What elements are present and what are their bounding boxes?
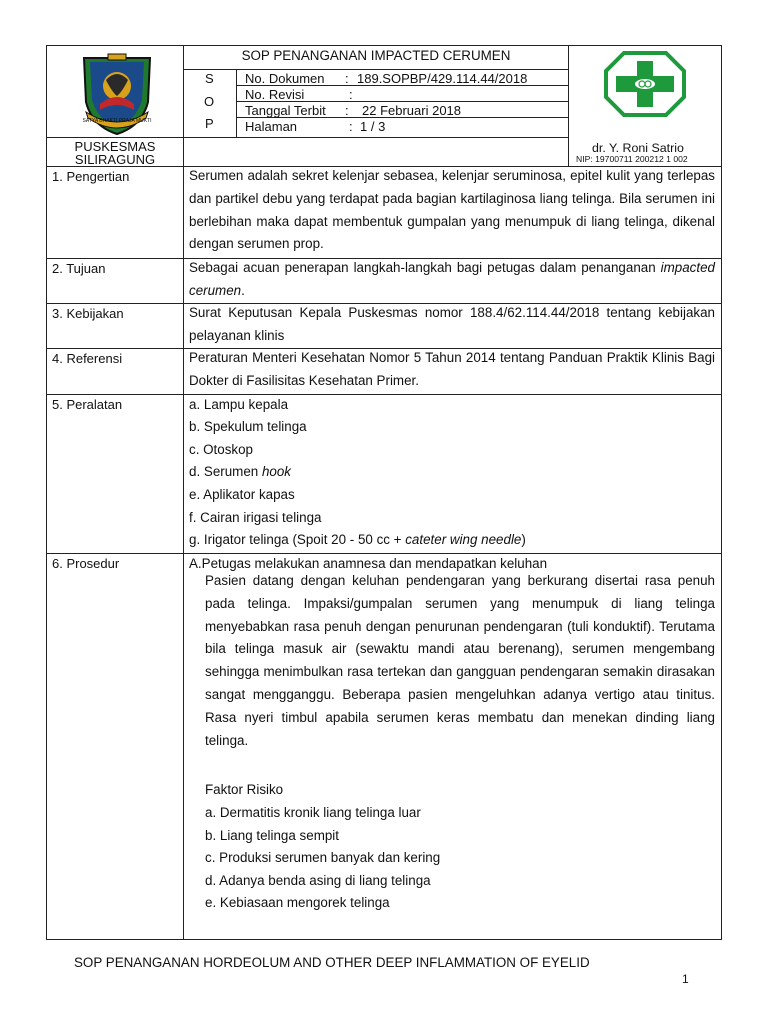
peralatan-item-g-text: g. Irigator telinga (Spoit 20 - 50 cc + — [189, 532, 406, 547]
sop-letter-divider — [236, 69, 237, 137]
tujuan-paragraph — [189, 257, 715, 303]
signer-name: dr. Y. Roni Satrio — [592, 141, 684, 155]
footer-title: SOP PENANGANAN HORDEOLUM AND OTHER DEEP INFLAMMATION OF EYELID — [74, 955, 590, 970]
section-label-kebijakan: 3. Kebijakan — [52, 306, 124, 321]
prosedur-paragraph-block — [205, 570, 715, 752]
row-divider-prosedur — [46, 553, 722, 554]
pengertian-paragraph: Serumen adalah sekret kelenjar sebasea, kelenjar seruminosa, epitel kulit yang terlepas dan partikel debu yang terdapat pada bagian kartilaginosa liang telinga. Bila serumen ini berlebihan maka dapat membentuk gumpalan yang menumpuk di liang telinga, dikenal dengan serumen prop. — [189, 168, 715, 252]
doc-number-value: 189.SOPBP/429.114.44/2018 — [357, 71, 528, 86]
signer-nip: NIP: 19700711 200212 1 002 — [576, 154, 688, 164]
peralatan-item-e: e. Aplikator kapas — [189, 487, 295, 502]
title-row-line — [183, 69, 569, 70]
sop-letter-p: P — [205, 116, 214, 131]
faktor-risiko-item: c. Produksi serumen banyak dan kering — [205, 850, 441, 865]
tujuan-end: . — [241, 282, 245, 298]
peralatan-item-d — [189, 464, 291, 479]
sop-letter-s: S — [205, 71, 214, 86]
section-label-prosedur: 6. Prosedur — [52, 556, 120, 571]
page-sep: : — [349, 119, 353, 134]
doc-number-label: No. Dokumen — [245, 71, 325, 86]
kebijakan-paragraph: Surat Keputusan Kepala Puskesmas nomor 188.4/62.114.44/2018 tentang kebijakan pelayanan klinis — [189, 305, 715, 343]
section-label-tujuan: 2. Tujuan — [52, 261, 106, 276]
tujuan-text: Sebagai acuan penerapan langkah-langkah bagi petugas dalam penanganan — [189, 260, 661, 275]
issue-date-sep: : — [345, 103, 349, 118]
faktor-risiko-title: Faktor Risiko — [205, 782, 284, 797]
peralatan-item-b: b. Spekulum telinga — [189, 419, 307, 434]
peralatan-item-d-italic: hook — [261, 464, 291, 479]
page-number: 1 — [682, 972, 689, 986]
issue-date-label: Tanggal Terbit — [245, 103, 326, 118]
emblem-ribbon-text: SATYA BHAKTI PRAJA MUKTI — [82, 118, 152, 124]
org-name: PUSKESMAS — [74, 139, 156, 154]
logo-column-divider — [568, 45, 569, 166]
peralatan-item-f: f. Cairan irigasi telinga — [189, 510, 322, 525]
section-text-kebijakan — [189, 302, 715, 348]
faktor-risiko-item: a. Dermatitis kronik liang telinga luar — [205, 805, 421, 820]
faktor-risiko-item: e. Kebiasaan mengorek telinga — [205, 895, 390, 910]
revision-sep: : — [349, 87, 353, 102]
page-value: 1 / 3 — [360, 119, 386, 134]
peralatan-item-c: c. Otoskop — [189, 442, 254, 457]
page-label: Halaman — [245, 119, 298, 134]
sop-letter-o: O — [204, 94, 215, 109]
referensi-paragraph: Peraturan Menteri Kesehatan Nomor 5 Tahun 2014 tentang Panduan Praktik Klinis Bagi Dokter di Fasilisitas Kesehatan Primer. — [189, 350, 715, 388]
label-column-divider — [183, 45, 184, 940]
org-location: SILIRAGUNG — [74, 152, 156, 167]
prosedur-step-a: A.Petugas melakukan anamnesa dan mendapatkan keluhan — [189, 556, 548, 571]
peralatan-item-g-end: ) — [521, 532, 526, 547]
section-text-referensi — [189, 347, 715, 393]
issue-date-value: 22 Februari 2018 — [362, 103, 462, 118]
peralatan-item-g — [189, 532, 526, 547]
revision-label: No. Revisi — [245, 87, 305, 102]
section-label-pengertian: 1. Pengertian — [52, 169, 130, 184]
section-text-pengertian — [189, 165, 715, 256]
row-divider-peralatan — [46, 394, 722, 395]
kabupaten-emblem — [76, 52, 158, 136]
prosedur-paragraph: Pasien datang dengan keluhan pendengaran yang berkurang disertai rasa penuh pada telinga. Impaksi/gumpalan serumen yang menumpuk di liang telinga menyebabkan rasa penuh dengan penurunan pendengaran (tuli konduktif). Terutama bila telinga masuk air (sewaktu mandi atau berenang), serumen mengembang sehingga menimbulkan rasa tertekan dan gangguan pendengaran semakin dirasakan sangat mengganggu. Beberapa pasien mengeluhkan adanya vertigo atau tinitus. Rasa nyeri timbul apabila serumen keras membatu dan menekan dinding liang telinga. — [205, 573, 715, 748]
header-bottom-line — [46, 137, 569, 138]
faktor-risiko-item: b. Liang telinga sempit — [205, 828, 339, 843]
peralatan-item-a: a. Lampu kepala — [189, 397, 289, 412]
section-label-peralatan: 5. Peralatan — [52, 397, 123, 412]
peralatan-item-d-text: d. Serumen — [189, 464, 262, 479]
sop-title: SOP PENANGANAN IMPACTED CERUMEN — [241, 48, 511, 63]
section-text-tujuan — [189, 257, 715, 303]
tujuan-italic: impacted cerumen — [189, 260, 715, 298]
peralatan-item-g-italic: cateter wing needle — [405, 532, 522, 547]
doc-number-sep: : — [345, 71, 349, 86]
puskesmas-logo — [604, 51, 686, 117]
faktor-risiko-item: d. Adanya benda asing di liang telinga — [205, 873, 431, 888]
section-label-referensi: 4. Referensi — [52, 351, 123, 366]
